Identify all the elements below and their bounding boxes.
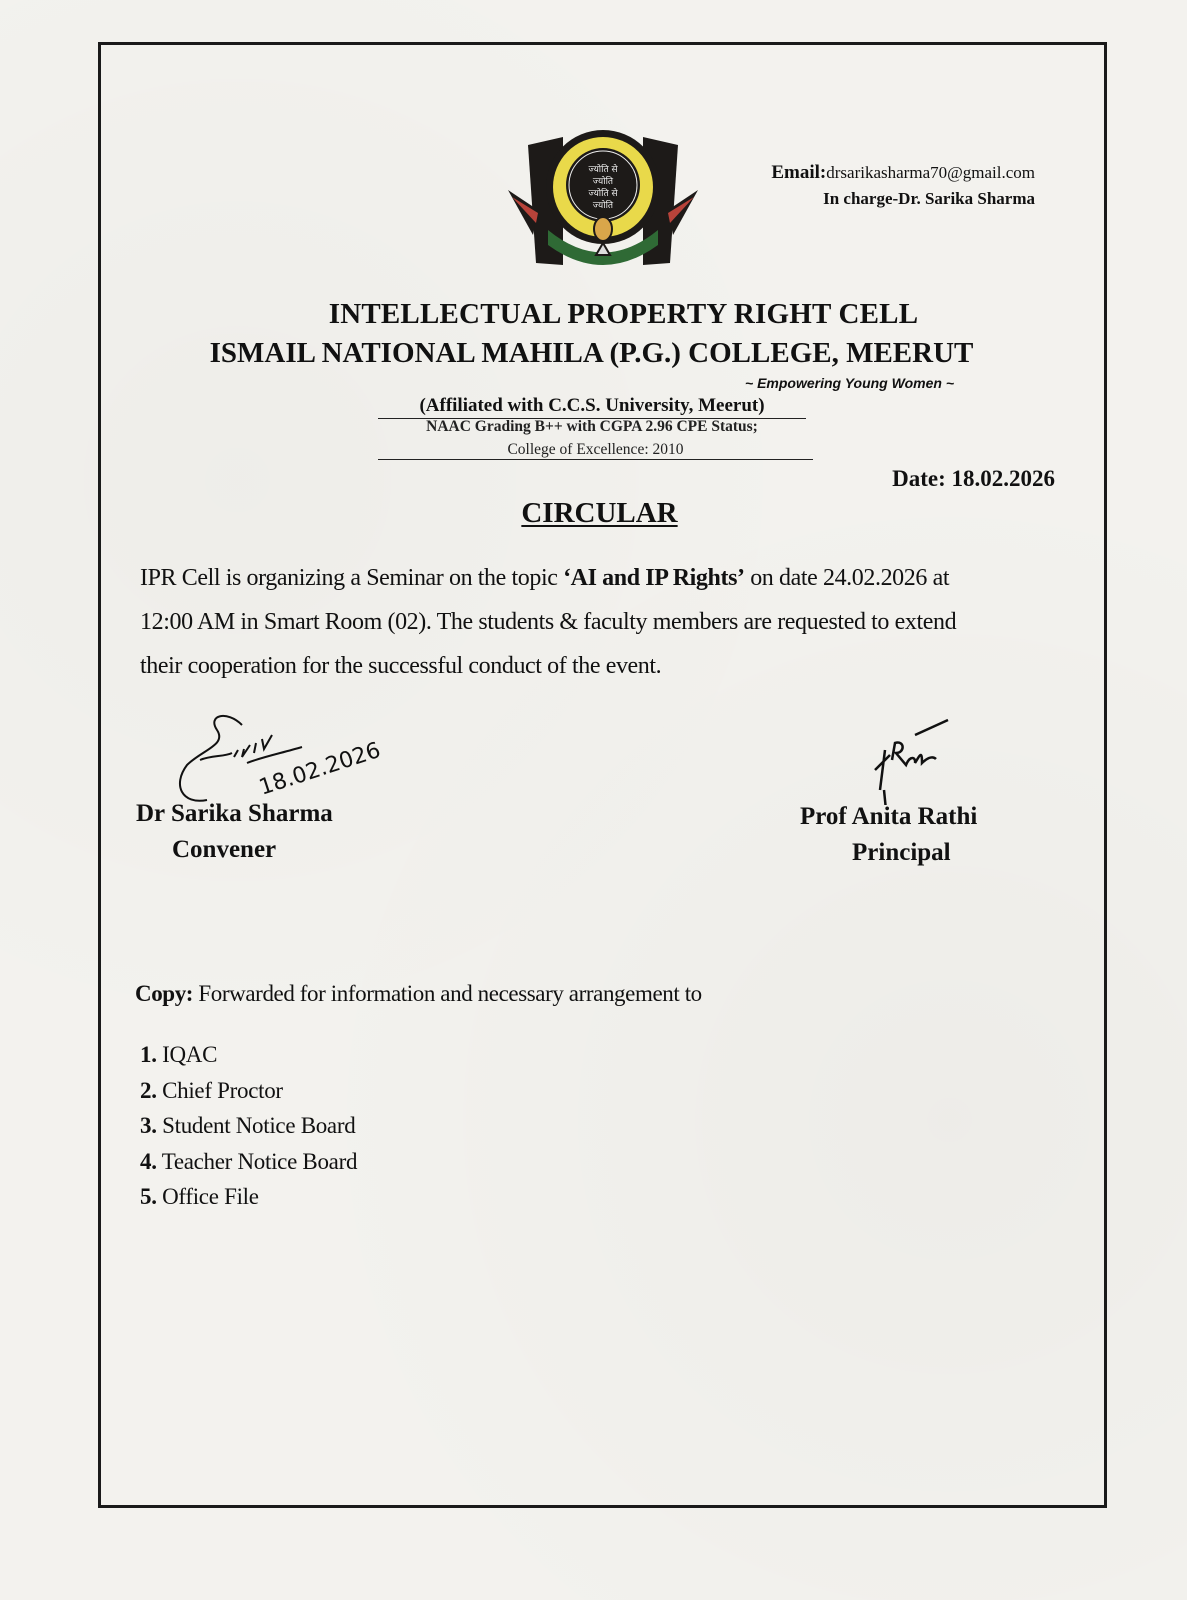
college-name: ISMAIL NATIONAL MAHILA (P.G.) COLLEGE, MEERUT: [209, 337, 974, 369]
body-part-2: on date 24.02.2026 at: [744, 565, 950, 591]
cell-name-heading: [0, 298, 1187, 331]
naac-grading: NAAC Grading B++ with CGPA 2.96 CPE Status;: [426, 418, 758, 435]
convener-name: Dr Sarika Sharma: [136, 800, 333, 827]
list-number: 3.: [140, 1113, 157, 1138]
principal-role: Principal: [852, 839, 951, 866]
recipient-list: [140, 1040, 357, 1218]
copy-forwarding: [135, 981, 702, 1007]
tagline: ~ Empowering Young Women ~: [745, 375, 954, 391]
copy-text: Forwarded for information and necessary arrangement to: [193, 981, 702, 1006]
cell-name: INTELLECTUAL PROPERTY RIGHT CELL: [328, 298, 919, 330]
list-number: 1.: [140, 1042, 157, 1067]
copy-label: Copy:: [135, 981, 194, 1006]
recipient-name: Chief Proctor: [156, 1077, 283, 1103]
convener-signature-date: 18.02.2026: [256, 738, 384, 801]
list-item: [140, 1111, 357, 1147]
convener-signature: [172, 705, 422, 815]
body-line-3: their cooperation for the successful conduct of the event.: [140, 653, 662, 679]
recipient-name: IQAC: [156, 1042, 218, 1067]
principal-name: Prof Anita Rathi: [800, 803, 978, 830]
list-item: [140, 1147, 357, 1183]
circular-date: Date: 18.02.2026: [892, 466, 1055, 491]
emblem-motto-3: ज्योति से: [588, 189, 618, 199]
recipient-name: Teacher Notice Board: [156, 1148, 358, 1174]
email-value[interactable]: drsarikasharma70@gmail.com: [826, 163, 1035, 182]
principal-signature: [860, 715, 970, 805]
circular-title: [0, 497, 1187, 530]
email-label: Email:: [771, 162, 827, 183]
college-emblem-logo: [508, 125, 698, 275]
convener-role: Convener: [172, 836, 277, 863]
seminar-topic: ‘AI and IP Rights’: [563, 565, 745, 591]
affiliation: (Affiliated with C.C.S. University, Meerut): [378, 395, 806, 419]
body-line-1: [140, 556, 1070, 600]
list-item: [140, 1076, 357, 1112]
circular-body: [140, 556, 1070, 688]
circular-title-text: CIRCULAR: [521, 497, 678, 529]
list-item: [140, 1040, 357, 1076]
recipient-name: Student Notice Board: [156, 1113, 356, 1138]
list-number: 5.: [140, 1184, 157, 1209]
list-item: [140, 1182, 357, 1218]
list-number: 4.: [140, 1148, 157, 1174]
body-part-1: IPR Cell is organizing a Seminar on the topic: [140, 565, 564, 591]
in-charge: In charge-Dr. Sarika Sharma: [823, 189, 1035, 208]
body-line-2: 12:00 AM in Smart Room (02). The students & faculty members are requested to extend: [140, 609, 957, 635]
emblem-motto-1: ज्योति से: [588, 165, 618, 175]
recipient-name: Office File: [156, 1184, 259, 1209]
college-of-excellence: College of Excellence: 2010: [378, 441, 813, 460]
emblem-motto-4: ज्योति: [592, 201, 614, 211]
college-name-heading: [0, 337, 1187, 370]
list-number: 2.: [140, 1077, 157, 1103]
contact-block: [771, 160, 1035, 212]
emblem-motto-2: ज्योति: [592, 177, 614, 187]
